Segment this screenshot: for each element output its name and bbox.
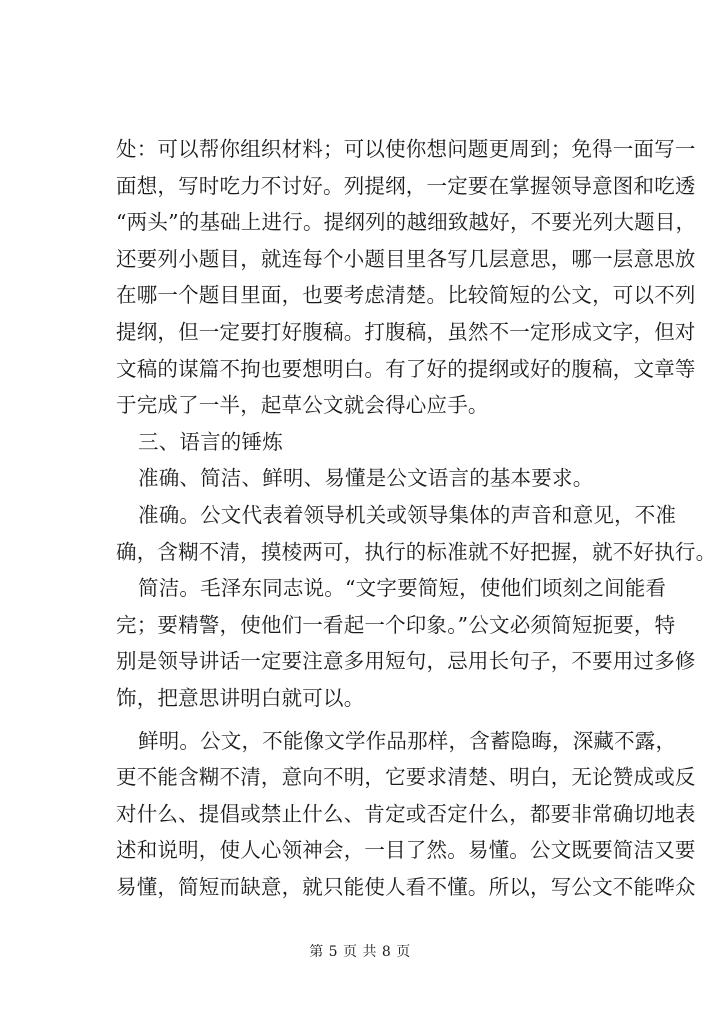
text-line: 文稿的谋篇不拘也要想明白。有了好的提纲或好的腹稿，文章等 [116, 356, 696, 381]
text-line: 完；要精警，使他们一看起一个印象。”公文必须简短扼要，特 [116, 612, 676, 637]
text-line: 面想，写时吃力不讨好。列提纲，一定要在掌握领导意图和吃透 [116, 173, 696, 198]
text-line: 确，含糊不清，摸棱两可，执行的标准就不好把握，就不好执行。 [116, 539, 717, 564]
text-line: 在哪一个题目里面，也要考虑清楚。比较简短的公文，可以不列 [116, 283, 696, 308]
text-line: 饰，把意思讲明白就可以。 [116, 685, 365, 710]
text-line: 于完成了一半，起草公文就会得心应手。 [116, 393, 489, 418]
text-line: 处：可以帮你组织材料；可以使你想问题更周到；免得一面写一 [116, 137, 696, 161]
text-line: 准确。公文代表着领导机关或领导集体的声音和意见，不准 [138, 502, 677, 527]
section-heading: 三、语言的锤炼 [138, 429, 283, 454]
text-line: 还要列小题目，就连每个小题目里各写几层意思，哪一层意思放 [116, 246, 696, 271]
text-line: 提纲，但一定要打好腹稿。打腹稿，虽然不一定形成文字，但对 [116, 319, 696, 344]
text-line: 别是领导讲话一定要注意多用短句，忌用长句子，不要用过多修 [116, 649, 696, 674]
text-line: 更不能含糊不清，意向不明，它要求清楚、明白，无论赞成或反 [116, 765, 696, 790]
text-line: 准确、简洁、鲜明、易懂是公文语言的基本要求。 [138, 466, 594, 491]
text-line: “两头”的基础上进行。提纲列的越细致越好，不要光列大题目， [116, 210, 697, 235]
text-line: 对什么、提倡或禁止什么、肯定或否定什么，都要非常确切地表 [116, 801, 696, 826]
page-number-footer: 第 5 页 共 8 页 [309, 944, 411, 960]
text-line: 鲜明。公文，不能像文学作品那样，含蓄隐晦，深藏不露， [138, 728, 677, 753]
text-line: 易懂，简短而缺意，就只能使人看不懂。所以，写公文不能哗众 [116, 874, 696, 899]
text-line: 简洁。毛泽东同志说。“文字要简短，使他们顷刻之间能看 [138, 576, 667, 601]
body-text [116, 131, 717, 905]
text-line: 述和说明，使人心领神会，一目了然。易懂。公文既要简洁又要 [116, 838, 696, 863]
